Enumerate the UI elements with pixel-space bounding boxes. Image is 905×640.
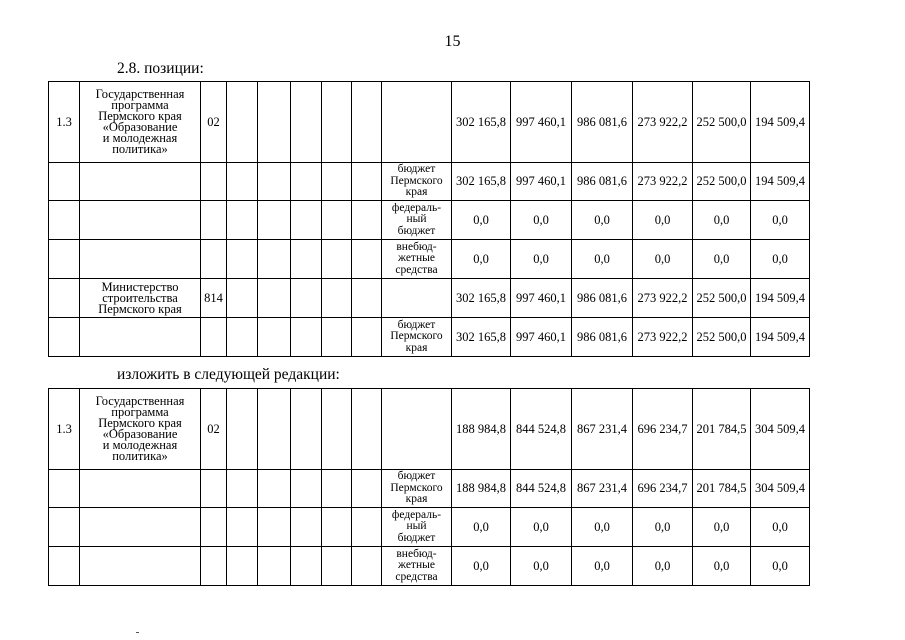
funding-source-cell-line: федераль- bbox=[391, 508, 442, 521]
value-cell: 0,0 bbox=[693, 240, 751, 279]
empty-cell bbox=[322, 240, 352, 279]
empty-cell bbox=[322, 279, 352, 318]
value-cell: 273 922,2 bbox=[633, 318, 693, 357]
funding-source-cell-line: бюджет bbox=[397, 163, 436, 176]
empty-cell bbox=[352, 240, 382, 279]
value-cell: 194 509,4 bbox=[751, 163, 810, 201]
empty-cell bbox=[258, 470, 291, 508]
value-cell: 0,0 bbox=[572, 201, 633, 240]
funding-source-cell bbox=[382, 470, 452, 508]
value-cell: 304 509,4 bbox=[751, 389, 810, 470]
table-row bbox=[49, 240, 810, 279]
value-cell: 201 784,5 bbox=[693, 470, 751, 508]
value-cell: 0,0 bbox=[693, 508, 751, 547]
value-cell: 0,0 bbox=[452, 201, 511, 240]
empty-cell bbox=[291, 279, 322, 318]
funding-source-cell-line: федераль- bbox=[391, 201, 442, 214]
budget-table-old bbox=[48, 81, 810, 357]
empty-cell bbox=[227, 240, 258, 279]
scan-mark bbox=[136, 632, 139, 633]
empty-cell bbox=[352, 279, 382, 318]
value-cell: 986 081,6 bbox=[572, 318, 633, 357]
table-row bbox=[49, 201, 810, 240]
empty-cell bbox=[291, 163, 322, 201]
program-name-cell-line: Государственная bbox=[95, 394, 185, 408]
funding-source-cell-line: бюджет bbox=[397, 318, 436, 331]
funding-source-cell-line: бюджет bbox=[397, 224, 436, 237]
empty-cell bbox=[49, 508, 80, 547]
empty-cell bbox=[352, 547, 382, 586]
program-name-cell-line: «Образование bbox=[102, 120, 178, 134]
empty-cell bbox=[258, 201, 291, 240]
value-cell: 273 922,2 bbox=[633, 279, 693, 318]
value-cell: 273 922,2 bbox=[633, 163, 693, 201]
value-cell: 0,0 bbox=[633, 201, 693, 240]
empty-cell bbox=[291, 547, 322, 586]
empty-cell bbox=[201, 508, 227, 547]
value-cell: 997 460,1 bbox=[511, 279, 572, 318]
value-cell: 0,0 bbox=[452, 547, 511, 586]
empty-cell bbox=[49, 279, 80, 318]
empty-cell bbox=[352, 470, 382, 508]
code-cell: 02 bbox=[201, 389, 227, 470]
empty-cell bbox=[80, 240, 201, 279]
value-cell: 252 500,0 bbox=[693, 318, 751, 357]
empty-cell bbox=[322, 163, 352, 201]
value-cell: 696 234,7 bbox=[633, 389, 693, 470]
value-cell: 986 081,6 bbox=[572, 279, 633, 318]
program-name-cell-line: политика» bbox=[112, 142, 168, 156]
table-row bbox=[49, 318, 810, 357]
value-cell: 302 165,8 bbox=[452, 318, 511, 357]
empty-cell bbox=[49, 547, 80, 586]
empty-cell bbox=[291, 318, 322, 357]
empty-cell bbox=[258, 82, 291, 163]
program-name-cell-line: Пермского края bbox=[98, 416, 182, 430]
value-cell: 997 460,1 bbox=[511, 82, 572, 163]
value-cell: 0,0 bbox=[572, 508, 633, 547]
table-row bbox=[49, 508, 810, 547]
empty-cell bbox=[49, 240, 80, 279]
empty-cell bbox=[322, 389, 352, 470]
funding-source-cell-line: края bbox=[405, 186, 428, 199]
funding-source-cell-line: края bbox=[405, 341, 428, 354]
empty-cell bbox=[227, 389, 258, 470]
table-row bbox=[49, 389, 810, 470]
funding-source-cell-line: Пермского bbox=[390, 174, 443, 187]
empty-cell bbox=[322, 201, 352, 240]
funding-source-cell bbox=[382, 318, 452, 357]
empty-cell bbox=[201, 240, 227, 279]
value-cell: 986 081,6 bbox=[572, 163, 633, 201]
empty-cell bbox=[258, 547, 291, 586]
value-cell: 0,0 bbox=[751, 201, 810, 240]
empty-cell bbox=[352, 389, 382, 470]
program-name-cell-line: и молодежная bbox=[102, 438, 178, 452]
value-cell: 273 922,2 bbox=[633, 82, 693, 163]
funding-source-cell-line: бюджет bbox=[397, 470, 436, 483]
funding-source-cell-line: края bbox=[405, 493, 428, 506]
program-name-cell-line: Государственная bbox=[95, 87, 185, 101]
funding-source-cell-line: средства bbox=[395, 570, 438, 583]
ministry-name-cell-line: Пермского края bbox=[98, 301, 182, 316]
empty-cell bbox=[80, 318, 201, 357]
empty-cell bbox=[80, 201, 201, 240]
value-cell: 997 460,1 bbox=[511, 318, 572, 357]
replacement-heading: изложить в следующей редакции: bbox=[117, 366, 340, 383]
value-cell: 0,0 bbox=[452, 508, 511, 547]
empty-cell bbox=[227, 508, 258, 547]
empty-cell bbox=[227, 547, 258, 586]
empty-cell bbox=[352, 82, 382, 163]
value-cell: 0,0 bbox=[572, 240, 633, 279]
funding-source-cell-line: ный bbox=[406, 213, 427, 226]
value-cell: 0,0 bbox=[751, 508, 810, 547]
value-cell: 696 234,7 bbox=[633, 470, 693, 508]
value-cell: 0,0 bbox=[633, 547, 693, 586]
ministry-name-cell-line: Министерство bbox=[101, 279, 179, 294]
empty-cell bbox=[352, 163, 382, 201]
funding-source-cell bbox=[382, 508, 452, 547]
empty-cell bbox=[201, 163, 227, 201]
empty-cell bbox=[352, 201, 382, 240]
source-cell bbox=[382, 82, 452, 163]
program-name-cell bbox=[80, 82, 201, 163]
value-cell: 0,0 bbox=[693, 201, 751, 240]
budget-table-new bbox=[48, 388, 810, 586]
empty-cell bbox=[291, 470, 322, 508]
value-cell: 194 509,4 bbox=[751, 82, 810, 163]
value-cell: 867 231,4 bbox=[572, 389, 633, 470]
funding-source-cell bbox=[382, 163, 452, 201]
program-name-cell-line: Пермского края bbox=[98, 109, 182, 123]
section-heading: 2.8. позиции: bbox=[117, 60, 204, 77]
empty-cell bbox=[201, 201, 227, 240]
empty-cell bbox=[227, 82, 258, 163]
value-cell: 0,0 bbox=[511, 240, 572, 279]
program-name-cell-line: политика» bbox=[112, 449, 168, 463]
empty-cell bbox=[201, 547, 227, 586]
value-cell: 201 784,5 bbox=[693, 389, 751, 470]
value-cell: 0,0 bbox=[751, 547, 810, 586]
value-cell: 302 165,8 bbox=[452, 279, 511, 318]
empty-cell bbox=[258, 163, 291, 201]
table-row bbox=[49, 82, 810, 163]
empty-cell bbox=[291, 201, 322, 240]
value-cell: 0,0 bbox=[633, 240, 693, 279]
table-row bbox=[49, 470, 810, 508]
value-cell: 188 984,8 bbox=[452, 470, 511, 508]
empty-cell bbox=[322, 508, 352, 547]
code-cell: 02 bbox=[201, 82, 227, 163]
empty-cell bbox=[80, 163, 201, 201]
table-row bbox=[49, 279, 810, 318]
empty-cell bbox=[291, 508, 322, 547]
value-cell: 0,0 bbox=[693, 547, 751, 586]
empty-cell bbox=[291, 82, 322, 163]
value-cell: 0,0 bbox=[511, 547, 572, 586]
code-cell: 814 bbox=[201, 279, 227, 318]
value-cell: 194 509,4 bbox=[751, 279, 810, 318]
program-name-cell-line: программа bbox=[111, 98, 169, 112]
empty-cell bbox=[322, 318, 352, 357]
ministry-name-cell-line: строительства bbox=[102, 290, 178, 305]
empty-cell bbox=[258, 389, 291, 470]
funding-source-cell-line: жетные bbox=[398, 559, 435, 572]
table-row bbox=[49, 163, 810, 201]
empty-cell bbox=[80, 508, 201, 547]
value-cell: 188 984,8 bbox=[452, 389, 511, 470]
value-cell: 0,0 bbox=[751, 240, 810, 279]
value-cell: 867 231,4 bbox=[572, 470, 633, 508]
value-cell: 252 500,0 bbox=[693, 82, 751, 163]
funding-source-cell-line: ный bbox=[406, 520, 427, 533]
value-cell: 0,0 bbox=[633, 508, 693, 547]
empty-cell bbox=[49, 318, 80, 357]
value-cell: 0,0 bbox=[511, 201, 572, 240]
funding-source-cell-line: средства bbox=[395, 263, 438, 276]
value-cell: 0,0 bbox=[452, 240, 511, 279]
empty-cell bbox=[227, 279, 258, 318]
empty-cell bbox=[201, 470, 227, 508]
funding-source-cell bbox=[382, 547, 452, 586]
funding-source-cell-line: внебюд- bbox=[396, 547, 437, 560]
empty-cell bbox=[227, 201, 258, 240]
page-number: 15 bbox=[444, 33, 461, 50]
value-cell: 844 524,8 bbox=[511, 470, 572, 508]
funding-source-cell-line: Пермского bbox=[390, 481, 443, 494]
funding-source-cell bbox=[382, 240, 452, 279]
empty-cell bbox=[352, 508, 382, 547]
empty-cell bbox=[322, 82, 352, 163]
funding-source-cell-line: жетные bbox=[398, 252, 435, 265]
row-number-cell: 1.3 bbox=[49, 82, 80, 163]
value-cell: 252 500,0 bbox=[693, 163, 751, 201]
empty-cell bbox=[291, 389, 322, 470]
empty-cell bbox=[291, 240, 322, 279]
program-name-cell bbox=[80, 389, 201, 470]
ministry-name-cell bbox=[80, 279, 201, 318]
empty-cell bbox=[258, 279, 291, 318]
value-cell: 0,0 bbox=[572, 547, 633, 586]
value-cell: 844 524,8 bbox=[511, 389, 572, 470]
funding-source-cell-line: бюджет bbox=[397, 531, 436, 544]
program-name-cell-line: программа bbox=[111, 405, 169, 419]
empty-cell bbox=[258, 508, 291, 547]
funding-source-cell bbox=[382, 201, 452, 240]
funding-source-cell-line: внебюд- bbox=[396, 240, 437, 253]
value-cell: 302 165,8 bbox=[452, 163, 511, 201]
program-name-cell-line: и молодежная bbox=[102, 131, 178, 145]
value-cell: 302 165,8 bbox=[452, 82, 511, 163]
source-cell bbox=[382, 279, 452, 318]
empty-cell bbox=[80, 470, 201, 508]
empty-cell bbox=[322, 547, 352, 586]
empty-cell bbox=[258, 318, 291, 357]
value-cell: 986 081,6 bbox=[572, 82, 633, 163]
empty-cell bbox=[49, 163, 80, 201]
value-cell: 194 509,4 bbox=[751, 318, 810, 357]
empty-cell bbox=[201, 318, 227, 357]
empty-cell bbox=[227, 318, 258, 357]
empty-cell bbox=[49, 201, 80, 240]
table-row bbox=[49, 547, 810, 586]
empty-cell bbox=[227, 163, 258, 201]
value-cell: 0,0 bbox=[511, 508, 572, 547]
program-name-cell-line: «Образование bbox=[102, 427, 178, 441]
source-cell bbox=[382, 389, 452, 470]
empty-cell bbox=[49, 470, 80, 508]
funding-source-cell-line: Пермского bbox=[390, 330, 443, 343]
empty-cell bbox=[227, 470, 258, 508]
value-cell: 252 500,0 bbox=[693, 279, 751, 318]
empty-cell bbox=[80, 547, 201, 586]
value-cell: 997 460,1 bbox=[511, 163, 572, 201]
row-number-cell: 1.3 bbox=[49, 389, 80, 470]
empty-cell bbox=[322, 470, 352, 508]
value-cell: 304 509,4 bbox=[751, 470, 810, 508]
empty-cell bbox=[352, 318, 382, 357]
empty-cell bbox=[258, 240, 291, 279]
